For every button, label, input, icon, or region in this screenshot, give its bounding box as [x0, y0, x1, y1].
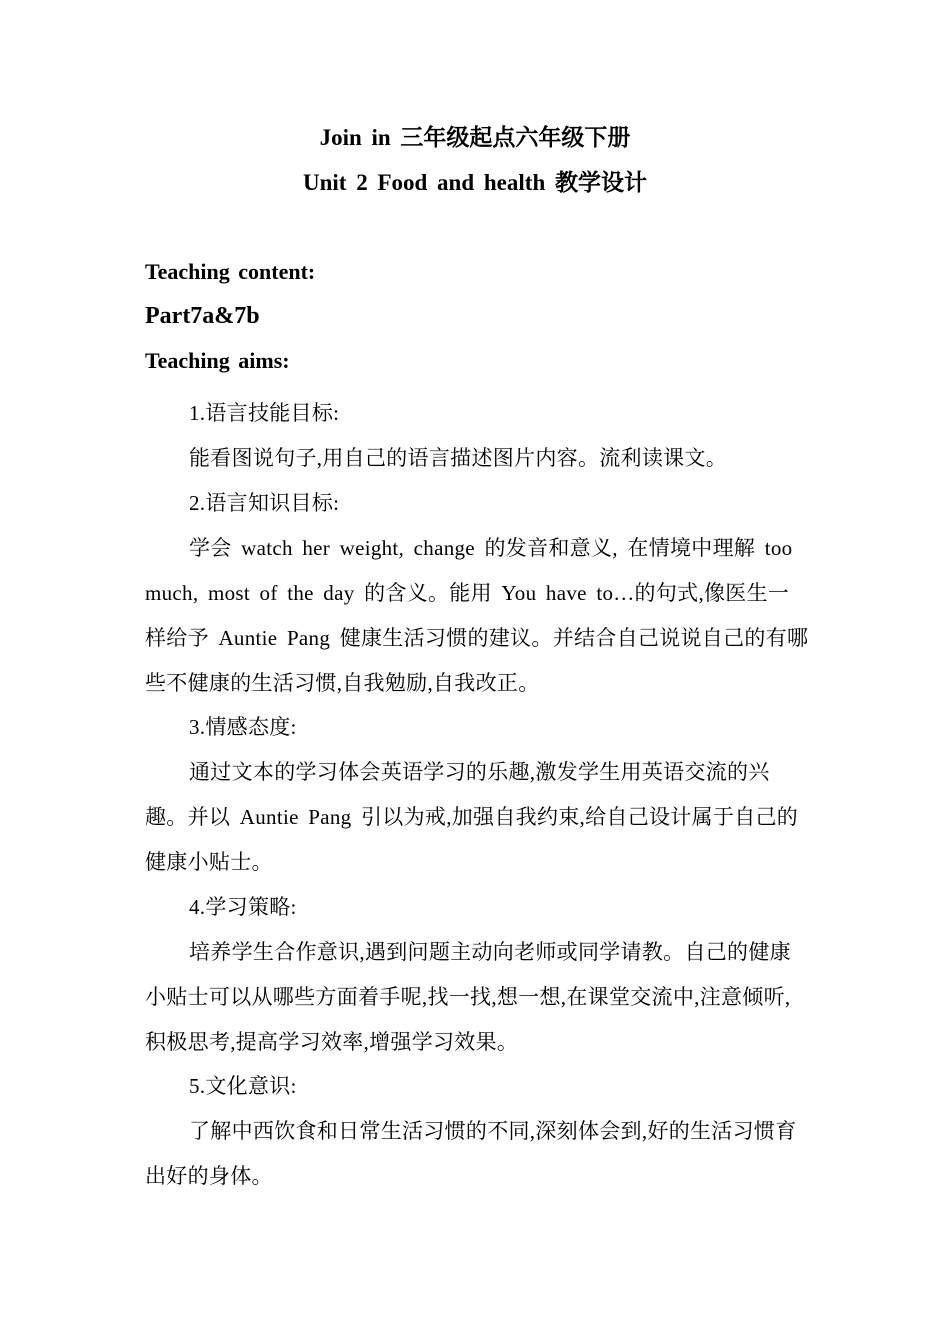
aim-2-text: 学会 watch her weight, change 的发音和意义, 在情境中理解 too much, most of the day 的含义。能用 You have to…的句式,像医生一样给予 Auntie Pang 健康生活习惯的建议。并结合自己说说自己的有哪些不健康的生活习惯,自我勉励,自我改正。: [145, 536, 809, 695]
aim-1-label: 1.语言技能目标:: [189, 401, 340, 425]
aim-4-label: 4.学习策略:: [189, 895, 297, 919]
aim-5-text: 了解中西饮食和日常生活习惯的不同,深刻体会到,好的生活习惯育出好的身体。: [145, 1119, 797, 1188]
aim-1-text: 能看图说句子,用自己的语言描述图片内容。流利读课文。: [189, 446, 728, 470]
aim-4-text: 培养学生合作意识,遇到问题主动向老师或同学请教。自己的健康小贴士可以从哪些方面着手呢,找一找,想一想,在课堂交流中,注意倾听,积极思考,提高学习效率,增强学习效果。: [145, 940, 791, 1054]
teaching-content-heading: Teaching content:: [145, 259, 316, 284]
aim-3-text: 通过文本的学习体会英语学习的乐趣,激发学生用英语交流的兴趣。并以 Auntie Pang 引以为戒,加强自我约束,给自己设计属于自己的健康小贴士。: [145, 760, 799, 874]
document-title-line-2: Unit 2 Food and health 教学设计: [303, 170, 647, 195]
document-title-line-1: Join in 三年级起点六年级下册: [319, 125, 631, 150]
teaching-aims-heading: Teaching aims:: [145, 348, 290, 373]
aim-5-label: 5.文化意识:: [189, 1074, 297, 1098]
part-heading: Part7a&7b: [145, 303, 260, 329]
aim-2-label: 2.语言知识目标:: [189, 491, 340, 515]
aim-3-label: 3.情感态度:: [189, 715, 297, 739]
